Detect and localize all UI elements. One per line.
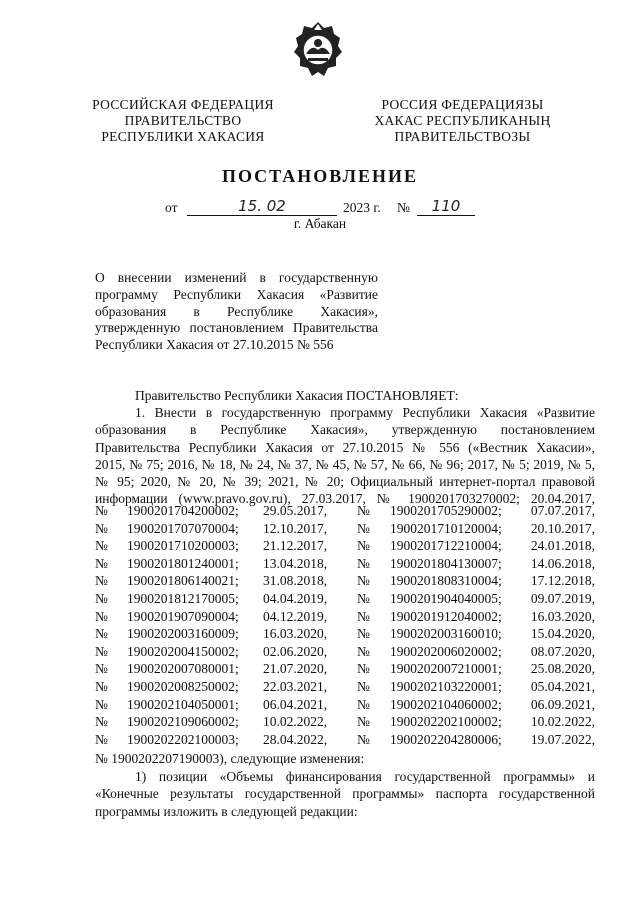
registry-number: 1900201710200003;	[127, 538, 239, 554]
body-intro: Правительство Республики Хакасия ПОСТАНОВЛЯЕТ:	[135, 388, 459, 403]
subject-line: программу Республики Хакасия «Развитие	[95, 286, 378, 302]
header-right-line: ПРАВИТЕЛЬСТВОЗЫ	[394, 129, 531, 144]
header-right-line: ХАКАС РЕСПУБЛИКАНЫҢ	[374, 113, 551, 128]
body-line: 1) позиции «Объемы финансирования государственной программы» и	[135, 769, 595, 785]
registry-row	[95, 556, 595, 574]
subject-line: Республики Хакасия от 27.10.2015 № 556	[95, 337, 334, 353]
coat-of-arms-emblem	[292, 20, 344, 80]
registry-numbers-list	[95, 503, 595, 749]
registry-date: 25.08.2020,	[530, 661, 595, 677]
registry-date: 10.02.2022,	[263, 714, 328, 730]
registry-sign: №	[95, 503, 108, 518]
registry-number: 1900201907090004;	[127, 608, 239, 624]
registry-number: 1900201804130007;	[390, 555, 502, 571]
registry-row	[95, 591, 595, 609]
registry-date: 08.07.2020,	[530, 643, 595, 659]
header-left-line: РОССИЙСКАЯ ФЕДЕРАЦИЯ	[92, 97, 274, 112]
registry-sign: №	[95, 520, 108, 536]
registry-date: 16.03.2020,	[263, 626, 328, 642]
registry-date: 12.10.2017,	[263, 520, 328, 536]
registry-row	[95, 644, 595, 662]
registry-number: 1900201912040002;	[390, 608, 502, 624]
registry-date: 07.07.2017,	[530, 503, 595, 518]
registry-sign: №	[357, 696, 370, 712]
handwritten-number: 110	[417, 198, 475, 216]
registry-sign: №	[357, 555, 370, 571]
registry-number: 1900201806140021;	[127, 573, 239, 589]
registry-number: 1900202003160009;	[127, 626, 239, 642]
registry-date: 04.12.2019,	[263, 608, 328, 624]
registry-date: 17.12.2018,	[530, 573, 595, 589]
body-line: № 95; 2020, № 20, № 39; 2021, № 20; Официальный интернет-портал правовой	[95, 474, 595, 490]
registry-sign: №	[357, 573, 370, 589]
registry-date: 06.09.2021,	[530, 696, 595, 712]
registry-row	[95, 732, 595, 750]
registry-row	[95, 626, 595, 644]
registry-date: 31.08.2018,	[263, 573, 328, 589]
registry-date: 24.01.2018,	[530, 538, 595, 554]
header-left-line: ПРАВИТЕЛЬСТВО	[124, 113, 242, 128]
registry-number: 1900201705290002;	[390, 503, 502, 518]
registry-date: 05.04.2021,	[530, 678, 595, 694]
document-type-title: ПОСТАНОВЛЕНИЕ	[221, 166, 419, 186]
registry-number: 1900202003160010;	[390, 626, 502, 642]
registry-sign: №	[95, 538, 108, 554]
registry-date: 20.10.2017,	[530, 520, 595, 536]
registry-sign: №	[357, 503, 370, 518]
registry-sign: №	[357, 520, 370, 536]
number-sign: №	[397, 200, 410, 215]
body-line: № 1900202207190003), следующие изменения:	[95, 751, 365, 766]
registry-number: 1900202202100003;	[127, 731, 239, 747]
registry-sign: №	[95, 573, 108, 589]
registry-sign: №	[95, 678, 108, 694]
registry-number: 1900202007210001;	[390, 661, 502, 677]
registry-row	[95, 573, 595, 591]
registry-number: 1900201704200002;	[127, 503, 239, 518]
header-left	[78, 97, 288, 145]
registry-sign: №	[95, 661, 108, 677]
registry-sign: №	[357, 626, 370, 642]
registry-sign: №	[357, 678, 370, 694]
registry-sign: №	[357, 661, 370, 677]
registry-number: 1900202103220001;	[390, 678, 502, 694]
body-paragraph-1	[95, 387, 595, 507]
registry-sign: №	[95, 608, 108, 624]
registry-number: 1900201712210004;	[390, 538, 502, 554]
registry-number: 1900202004150002;	[127, 643, 239, 659]
registry-sign: №	[95, 626, 108, 642]
registry-date: 28.04.2022,	[263, 731, 328, 747]
registry-number: 1900201808310004;	[390, 573, 502, 589]
document-subject	[95, 270, 378, 354]
registry-number: 1900201812170005;	[127, 590, 239, 606]
date-number-line	[165, 198, 485, 218]
registry-date: 15.04.2020,	[530, 626, 595, 642]
registry-date: 02.06.2020,	[263, 643, 328, 659]
registry-sign: №	[95, 643, 108, 659]
registry-sign: №	[357, 714, 370, 730]
registry-sign: №	[357, 590, 370, 606]
registry-row	[95, 609, 595, 627]
registry-date: 29.05.2017,	[263, 503, 328, 518]
registry-sign: №	[357, 538, 370, 554]
registry-number: 1900202202100002;	[390, 714, 502, 730]
date-prefix: от	[165, 200, 178, 215]
registry-sign: №	[95, 696, 108, 712]
registry-sign: №	[95, 590, 108, 606]
registry-number: 1900202104050001;	[127, 696, 239, 712]
header-left-line: РЕСПУБЛИКИ ХАКАСИЯ	[101, 129, 265, 144]
subject-line: утвержденную постановлением Правительства	[95, 320, 378, 336]
body-paragraph-2	[95, 750, 595, 820]
body-line: информации (www.pravo.gov.ru), 27.03.2017, № 1900201703270002; 20.04.2017,	[95, 491, 595, 507]
registry-row	[95, 714, 595, 732]
registry-date: 09.07.2019,	[530, 590, 595, 606]
registry-number: 1900202006020002;	[390, 643, 502, 659]
header-right	[350, 97, 575, 145]
registry-date: 16.03.2020,	[530, 608, 595, 624]
registry-date: 13.04.2018,	[263, 555, 328, 571]
subject-line: О внесении изменений в государственную	[95, 270, 378, 285]
registry-sign: №	[357, 731, 370, 747]
body-line: образования в Республике Хакасия», утвержденную постановлением	[95, 422, 595, 438]
registry-number: 1900202007080001;	[127, 661, 239, 677]
registry-number: 1900201904040005;	[390, 590, 502, 606]
registry-date: 19.07.2022,	[530, 731, 595, 747]
registry-date: 04.04.2019,	[263, 590, 328, 606]
registry-row	[95, 521, 595, 539]
year-label: 2023 г.	[343, 200, 381, 215]
registry-row	[95, 697, 595, 715]
header-right-line: РОССИЯ ФЕДЕРАЦИЯЗЫ	[381, 97, 544, 112]
body-line: программы изложить в следующей редакции:	[95, 803, 358, 819]
registry-number: 1900201801240001;	[127, 555, 239, 571]
registry-number: 1900202008250002;	[127, 678, 239, 694]
registry-date: 14.06.2018,	[530, 555, 595, 571]
registry-date: 21.12.2017,	[263, 538, 328, 554]
registry-number: 1900202104060002;	[390, 696, 502, 712]
body-line: Правительства Республики Хакасия от 27.10.2015 № 556 («Вестник Хакасии»,	[95, 439, 595, 455]
body-line: 2015, № 75; 2016, № 18, № 24, № 37, № 45, № 57, № 66, № 96; 2017, № 5; 2019, № 5,	[95, 456, 595, 472]
subject-line: образования в Республике Хакасия»,	[95, 303, 378, 319]
registry-sign: №	[357, 608, 370, 624]
registry-row	[95, 679, 595, 697]
registry-date: 22.03.2021,	[263, 678, 328, 694]
registry-number: 1900201707070004;	[127, 520, 239, 536]
registry-sign: №	[95, 731, 108, 747]
registry-number: 1900202109060002;	[127, 714, 239, 730]
registry-row	[95, 661, 595, 679]
registry-date: 10.02.2022,	[530, 714, 595, 730]
registry-number: 1900202204280006;	[390, 731, 502, 747]
registry-row	[95, 538, 595, 556]
handwritten-date: 15. 02	[187, 198, 337, 216]
registry-date: 06.04.2021,	[263, 696, 328, 712]
body-line: «Конечные результаты государственной программы» паспорта государственной	[95, 786, 595, 802]
registry-sign: №	[95, 714, 108, 730]
registry-number: 1900201710120004;	[390, 520, 502, 536]
registry-date: 21.07.2020,	[263, 661, 328, 677]
city-label: г. Абакан	[293, 216, 347, 231]
registry-sign: №	[357, 643, 370, 659]
body-line: 1. Внести в государственную программу Республики Хакасия «Развитие	[135, 405, 595, 421]
registry-row	[95, 503, 595, 521]
registry-sign: №	[95, 555, 108, 571]
